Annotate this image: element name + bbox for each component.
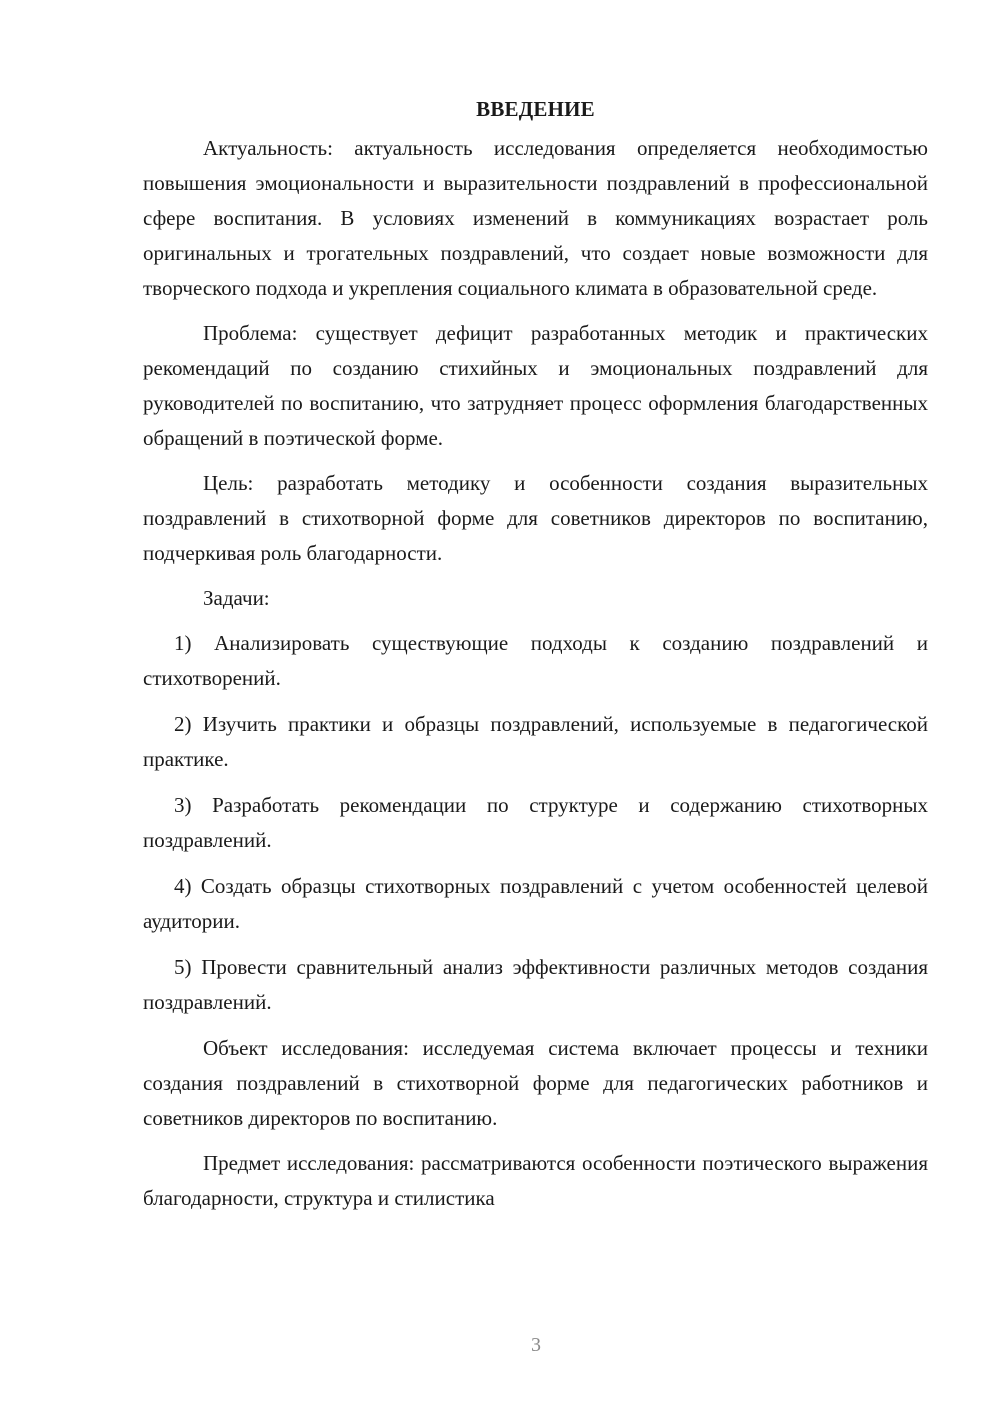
paragraph-subject: Предмет исследования: рассматриваются особенности поэтического выражения благодарности, структура и стилистика xyxy=(143,1151,928,1210)
page-title: ВВЕДЕНИЕ xyxy=(476,97,595,121)
task-item-3: 3) Разработать рекомендации по структуре и содержанию стихотворных поздравлений. xyxy=(143,793,928,852)
task-item-2: 2) Изучить практики и образцы поздравлений, используемые в педагогической практике. xyxy=(143,712,928,771)
paragraph-problem: Проблема: существует дефицит разработанных методик и практических рекомендаций по созданию стихийных и эмоциональных поздравлений для руководителей по воспитанию, что затрудняет процесс оформления благодарственных обращений в поэтической форме. xyxy=(143,321,928,450)
page-number: 3 xyxy=(531,1334,541,1356)
paragraph-tasks-heading: Задачи: xyxy=(203,586,270,610)
document-page xyxy=(143,92,928,1226)
paragraph-relevance: Актуальность: актуальность исследования определяется необходимостью повышения эмоциональности и выразительности поздравлений в профессиональной сфере воспитания. В условиях изменений в коммуникациях возрастает роль оригинальных и трогательных поздравлений, что создает новые возможности для творческого подхода и укрепления социального климата в образовательной среде. xyxy=(143,136,928,300)
task-item-5: 5) Провести сравнительный анализ эффективности различных методов создания поздравлений. xyxy=(143,955,928,1014)
task-item-1: 1) Анализировать существующие подходы к созданию поздравлений и стихотворений. xyxy=(143,631,928,690)
paragraph-goal: Цель: разработать методику и особенности создания выразительных поздравлений в стихотворной форме для советников директоров по воспитанию, подчеркивая роль благодарности. xyxy=(143,471,928,565)
task-item-4: 4) Создать образцы стихотворных поздравлений с учетом особенностей целевой аудитории. xyxy=(143,874,928,933)
paragraph-object: Объект исследования: исследуемая система включает процессы и техники создания поздравлений в стихотворной форме для педагогических работников и советников директоров по воспитанию. xyxy=(143,1036,928,1130)
